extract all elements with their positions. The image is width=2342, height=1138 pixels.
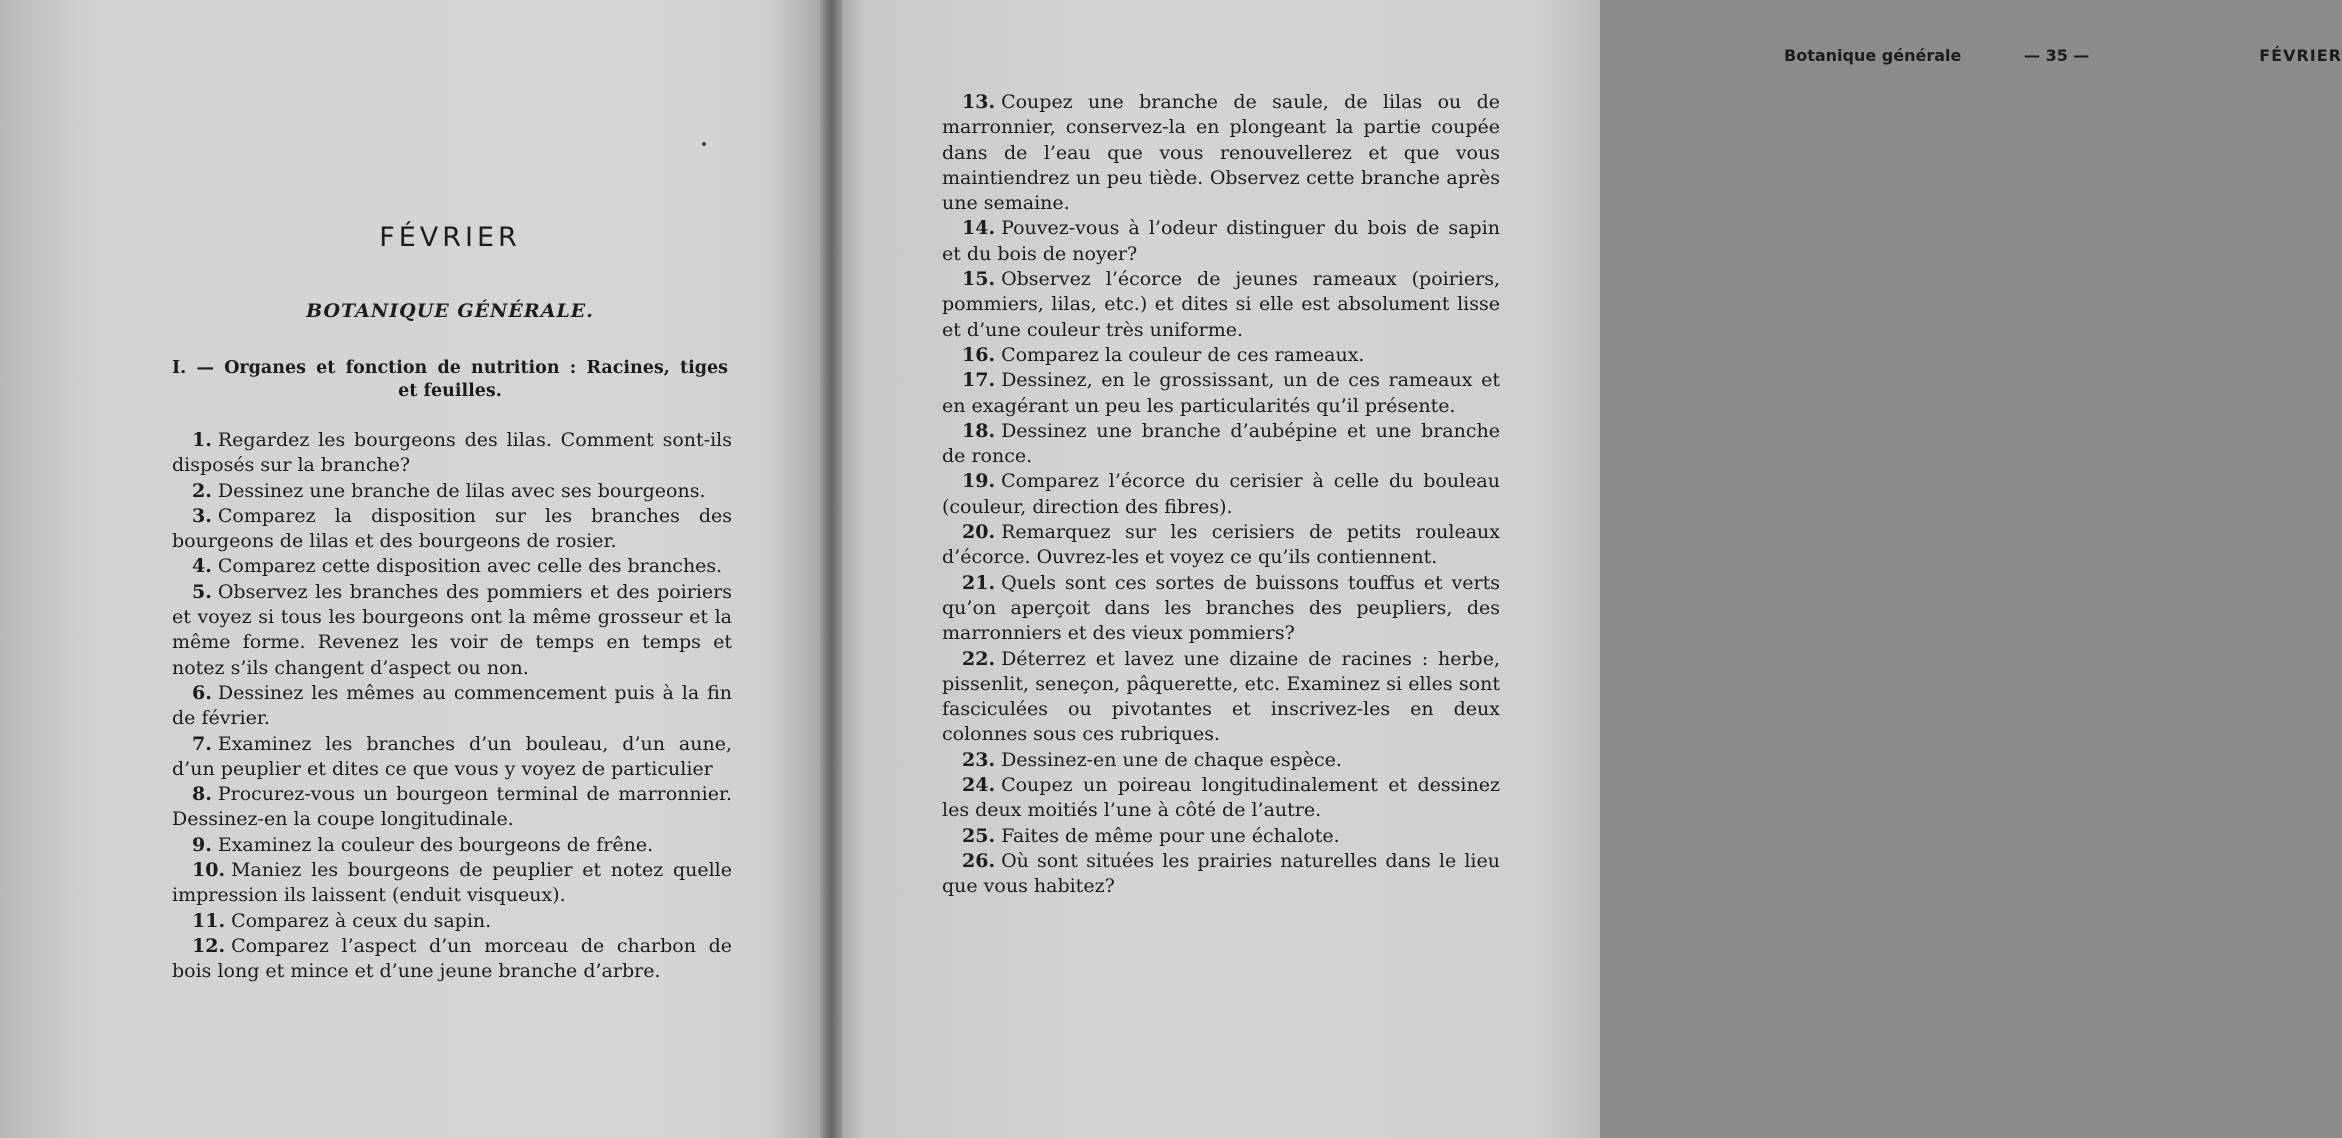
exercise-item bbox=[172, 833, 732, 858]
exercise-text: Dessinez, en le grossissant, un de ces rameaux et en exagérant un peu les particularités qu’il présente. bbox=[942, 369, 1500, 417]
exercise-item bbox=[172, 479, 732, 504]
exercise-text: Comparez l’écorce du cerisier à celle du bouleau (couleur, direction des fibres). bbox=[942, 470, 1500, 518]
exercise-text: Comparez la couleur de ces rameaux. bbox=[1001, 343, 1365, 366]
subsection-title bbox=[172, 357, 728, 403]
exercise-text: Pouvez-vous à l’odeur distinguer du bois de sapin et du bois de noyer? bbox=[942, 217, 1500, 265]
exercise-text: Maniez les bourgeons de peuplier et notez quelle impression ils laissent (enduit visqueux). bbox=[172, 859, 732, 907]
exercise-item bbox=[942, 773, 1500, 824]
left-page bbox=[0, 0, 820, 1138]
exercise-item bbox=[942, 90, 1500, 216]
exercise-text: Dessinez une branche d’aubépine et une branche de ronce. bbox=[942, 419, 1500, 468]
exercise-text: Comparez à ceux du sapin. bbox=[231, 909, 492, 932]
exercise-text: Comparez la disposition sur les branches des bourgeons de lilas et des bourgeons de rosier. bbox=[172, 504, 732, 553]
exercise-text: Dessinez une branche de lilas avec ses bourgeons. bbox=[217, 479, 706, 502]
exercise-number: 9. bbox=[192, 833, 212, 856]
exercise-item bbox=[172, 782, 732, 833]
exercise-list-right bbox=[942, 90, 1500, 900]
exercise-item bbox=[172, 428, 732, 479]
exercise-text: Dessinez les mêmes au commencement puis à la fin de février. bbox=[172, 681, 732, 730]
running-head-section: Botanique générale bbox=[1784, 46, 1962, 65]
page-number: — 35 — bbox=[2024, 46, 2090, 65]
exercise-text: Coupez une branche de saule, de lilas ou de marronnier, conservez-la en plongeant la partie coupée dans de l’eau que vous renouvellerez et que vous maintiendrez un peu tiède. Observez cette branche après une semaine. bbox=[942, 91, 1500, 215]
exercise-item bbox=[942, 343, 1500, 368]
exercise-item bbox=[942, 368, 1500, 419]
book-gutter bbox=[820, 0, 842, 1138]
exercise-text: Observez l’écorce de jeunes rameaux (poiriers, pommiers, lilas, etc.) et dites si elle est absolument lisse et d’une couleur très uniforme. bbox=[942, 268, 1500, 341]
exercise-text: Déterrez et lavez une dizaine de racines : herbe, pissenlit, seneçon, pâquerette, etc. Examinez si elles sont fasciculées ou pivotantes et inscrivez-les en deux colonnes sous ces rubriques. bbox=[942, 647, 1500, 746]
exercise-text: Comparez l’aspect d’un morceau de charbon de bois long et mince et d’une jeune branche d’arbre. bbox=[172, 934, 732, 983]
exercise-number: 8. bbox=[192, 783, 212, 806]
exercise-number: 14. bbox=[962, 217, 996, 240]
exercise-number: 19. bbox=[962, 470, 996, 493]
exercise-number: 10. bbox=[192, 859, 226, 882]
exercise-number: 24. bbox=[962, 774, 996, 797]
exercise-item bbox=[942, 824, 1500, 849]
exercise-number: 11. bbox=[192, 909, 226, 932]
exercise-item bbox=[942, 469, 1500, 520]
exercise-text: Observez les branches des pommiers et des poiriers et voyez si tous les bourgeons ont la même grosseur et la même forme. Revenez les voir de temps en temps et notez s’ils changent d’aspect ou non. bbox=[172, 580, 732, 679]
exercise-number: 23. bbox=[962, 748, 996, 771]
exercise-text: Dessinez-en une de chaque espèce. bbox=[1001, 748, 1342, 771]
exercise-number: 26. bbox=[962, 849, 996, 872]
subsection-title-line-1: I. — Organes et fonction de nutrition : Racines, tiges bbox=[172, 358, 728, 378]
exercise-number: 20. bbox=[962, 521, 996, 544]
exercise-number: 12. bbox=[192, 934, 226, 957]
exercise-item bbox=[172, 580, 732, 681]
paper-speck bbox=[702, 142, 706, 146]
exercise-text: Examinez les branches d’un bouleau, d’un aune, d’un peuplier et dites ce que vous y voyez de particulier bbox=[172, 732, 732, 780]
exercise-number: 6. bbox=[192, 681, 212, 704]
exercise-item bbox=[942, 849, 1500, 900]
exercise-text: Comparez cette disposition avec celle des branches. bbox=[217, 555, 723, 578]
exercise-number: 21. bbox=[962, 571, 996, 594]
exercise-text: Faites de même pour une échalote. bbox=[1001, 824, 1340, 847]
exercise-item bbox=[172, 909, 732, 934]
exercise-number: 7. bbox=[192, 732, 212, 755]
exercise-item bbox=[942, 571, 1500, 647]
exercise-item bbox=[942, 748, 1500, 773]
chapter-title: FÉVRIER bbox=[379, 222, 521, 253]
exercise-text: Remarquez sur les cerisiers de petits rouleaux d’écorce. Ouvrez-les et voyez ce qu’ils contiennent. bbox=[942, 521, 1500, 569]
exercise-text: Examinez la couleur des bourgeons de frêne. bbox=[217, 833, 654, 856]
exercise-number: 4. bbox=[192, 555, 212, 578]
subsection-title-line-2: et feuilles. bbox=[398, 381, 502, 401]
exercise-item bbox=[172, 681, 732, 732]
exercise-text: Procurez-vous un bourgeon terminal de marronnier. Dessinez-en la coupe longitudinale. bbox=[172, 783, 732, 831]
exercise-item bbox=[172, 732, 732, 783]
exercise-text: Regardez les bourgeons des lilas. Comment sont-ils disposés sur la branche? bbox=[172, 429, 732, 477]
section-title: BOTANIQUE GÉNÉRALE. bbox=[306, 300, 594, 322]
exercise-item bbox=[942, 267, 1500, 343]
exercise-item bbox=[942, 419, 1500, 470]
exercise-item bbox=[172, 504, 732, 555]
exercise-number: 22. bbox=[962, 647, 996, 670]
exercise-item bbox=[942, 216, 1500, 267]
exercise-number: 16. bbox=[962, 343, 996, 366]
running-head-chapter: FÉVRIER bbox=[2259, 46, 2342, 65]
exercise-number: 1. bbox=[192, 429, 212, 451]
exercise-text: Quels sont ces sortes de buissons touffus et verts qu’on aperçoit dans les branches des peupliers, des marronniers et des vieux pommiers? bbox=[942, 571, 1500, 645]
exercise-number: 3. bbox=[192, 504, 212, 527]
exercise-item bbox=[172, 858, 732, 909]
exercise-number: 15. bbox=[962, 268, 996, 291]
exercise-number: 13. bbox=[962, 91, 996, 113]
exercise-number: 18. bbox=[962, 419, 996, 442]
exercise-list-left bbox=[172, 428, 732, 985]
exercise-item bbox=[172, 554, 732, 579]
exercise-number: 17. bbox=[962, 369, 996, 392]
exercise-item bbox=[172, 934, 732, 985]
exercise-number: 5. bbox=[192, 580, 212, 603]
running-head bbox=[1784, 46, 2342, 68]
exercise-number: 25. bbox=[962, 824, 996, 847]
exercise-item bbox=[942, 647, 1500, 748]
exercise-text: Où sont situées les prairies naturelles dans le lieu que vous habitez? bbox=[942, 849, 1500, 898]
exercise-item bbox=[942, 520, 1500, 571]
exercise-text: Coupez un poireau longitudinalement et dessinez les deux moitiés l’une à côté de l’autre. bbox=[942, 774, 1500, 822]
exercise-number: 2. bbox=[192, 479, 212, 502]
